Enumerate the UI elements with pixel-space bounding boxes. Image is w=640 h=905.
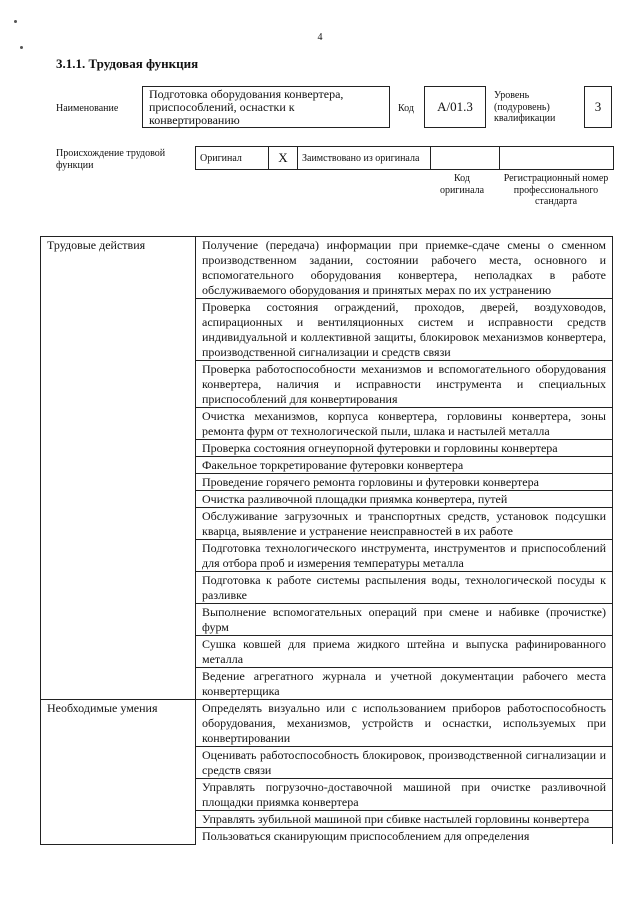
labor-action-item: Очистка разливочной площадки приямка конвертера, путей: [196, 491, 613, 508]
origin-table: [195, 146, 614, 170]
labor-function-table: [40, 236, 613, 845]
skills-label: Необходимые умения: [41, 700, 196, 845]
code-value: А/01.3: [424, 86, 486, 128]
original-mark: Х: [269, 147, 298, 170]
borrowed-label: Заимствовано из оригинала: [298, 147, 431, 170]
skill-item: Пользоваться сканирующим приспособлением для определения: [196, 828, 613, 845]
code-original-cell: [431, 147, 500, 170]
labor-action-item: Выполнение вспомогательных операций при смене и набивке (прочистке) фурм: [196, 604, 613, 636]
level-label: Уровень (подуровень) квалификации: [494, 90, 556, 124]
labor-action-item: Проведение горячего ремонта горловины и футеровки конвертера: [196, 474, 613, 491]
reg-number-cell: [500, 147, 614, 170]
labor-action-item: Обслуживание загрузочных и транспортных средств, установок подсушки кварца, выявление и устранение неисправностей в их работе: [196, 508, 613, 540]
scan-speck: [20, 46, 23, 49]
table-row: [41, 237, 613, 299]
labor-action-item: Факельное торкретирование футеровки конвертера: [196, 457, 613, 474]
scan-speck: [14, 20, 17, 23]
labor-action-item: Ведение агрегатного журнала и учетной документации рабочего места конвертерщика: [196, 668, 613, 700]
origin-label: Происхождение трудовой функции: [56, 148, 166, 171]
table-row: [41, 700, 613, 747]
labor-actions-label: Трудовые действия: [41, 237, 196, 700]
labor-action-item: Подготовка технологического инструмента, инструментов и приспособлений для отбора проб и измерения температуры металла: [196, 540, 613, 572]
page-number: 4: [317, 32, 323, 43]
labor-action-item: Проверка работоспособности механизмов и вспомогательного оборудования конвертера, наличия и исправности инструмента и специальных приспособлений для конвертирования: [196, 361, 613, 408]
code-original-caption: Код оригинала: [439, 173, 485, 196]
skill-item: Управлять зубильной машиной при сбивке настылей горловины конвертера: [196, 811, 613, 828]
section-title: 3.1.1. Трудовая функция: [56, 56, 199, 71]
level-value: 3: [584, 86, 612, 128]
code-label: Код: [398, 103, 414, 114]
original-label: Оригинал: [196, 147, 269, 170]
skill-item: Управлять погрузочно-доставочной машиной при очистке разливочной площадки приямка конвертера: [196, 779, 613, 811]
name-label: Наименование: [56, 103, 119, 114]
labor-action-item: Проверка состояния ограждений, проходов, дверей, воздуховодов, аспирационных и вентиляционных систем и исправности средств индивидуальной и коллективной защиты, блокировок механизмов конвертера, производственной сигнализации и средств связи: [196, 299, 613, 361]
reg-number-caption: Регистрационный номер профессионального стандарта: [503, 173, 609, 207]
labor-action-item: Подготовка к работе системы распыления воды, технологической посуды к разливке: [196, 572, 613, 604]
labor-action-item: Проверка состояния огнеупорной футеровки и горловины конвертера: [196, 440, 613, 457]
name-value: Подготовка оборудования конвертера, приспособлений, оснастки к конвертированию: [142, 86, 390, 128]
skill-item: Оценивать работоспособность блокировок, производственной сигнализации и средств связи: [196, 747, 613, 779]
skill-item: Определять визуально или с использованием приборов работоспособность оборудования, механизмов, устройств и оснастки, используемых при конвертировании: [196, 700, 613, 747]
labor-action-item: Получение (передача) информации при приемке-сдаче смены о сменном производственном задании, состоянии рабочего места, основного и вспомогательного оборудования конвертера, неполадках в работе обслуживаемого оборудования и принятых мерах по их устранению: [196, 237, 613, 299]
labor-action-item: Очистка механизмов, корпуса конвертера, горловины конвертера, зоны ремонта фурм от технологической пыли, шлака и настылей металла: [196, 408, 613, 440]
labor-action-item: Сушка ковшей для приема жидкого штейна и выпуска рафинированного металла: [196, 636, 613, 668]
